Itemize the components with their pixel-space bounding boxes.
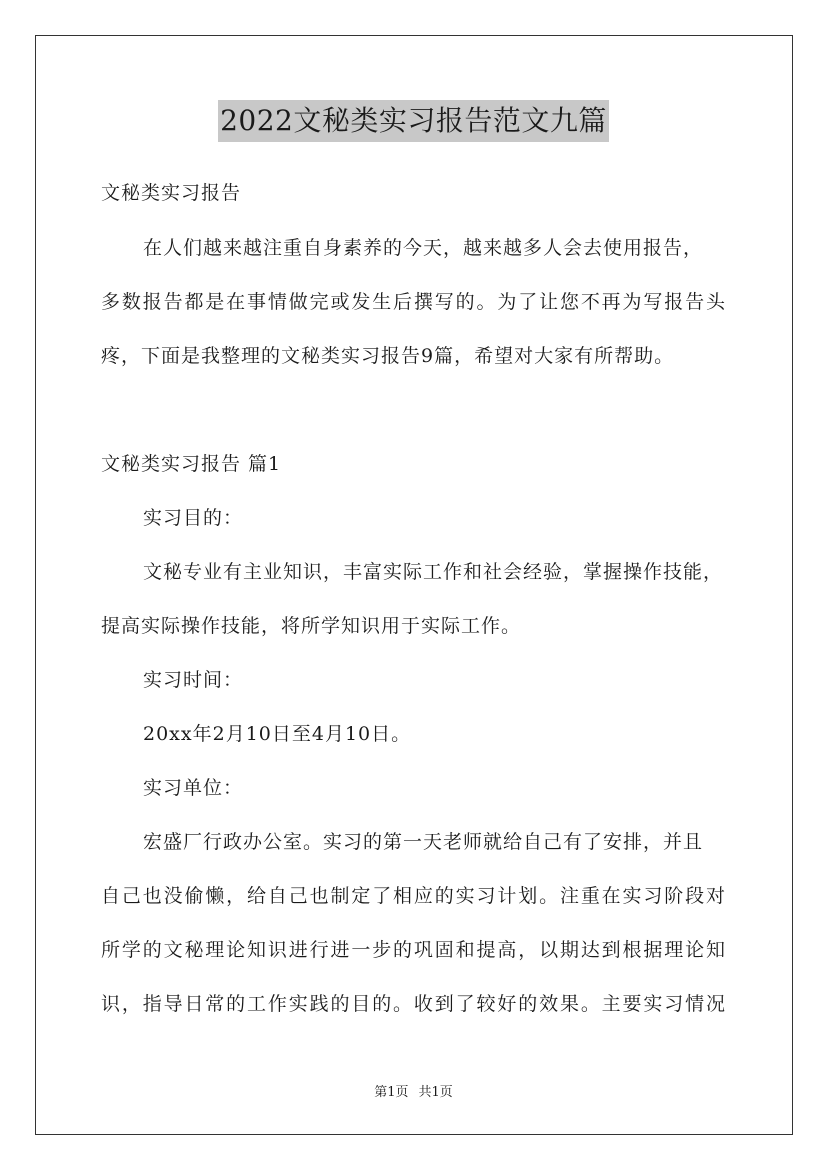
page-total: 共1页 [418,1085,453,1100]
title-container [0,100,827,142]
paragraph-line: 文秘专业有主业知识，丰富实际工作和社会经验，掌握操作技能， [143,561,724,583]
section-heading: 文秘类实习报告 [101,182,242,204]
document-title: 2022文秘类实习报告范文九篇 [218,100,609,142]
paragraph-line: 实习单位： [143,777,244,799]
paragraph-line: 实习目的： [143,507,244,529]
paragraph-line: 疼，下面是我整理的文秘类实习报告9篇，希望对大家有所帮助。 [101,345,675,367]
paragraph-line: 提高实际操作技能，将所学知识用于实际工作。 [101,615,522,637]
paragraph-line: 多数报告都是在事情做完或发生后撰写的。为了让您不再为写报告头 [101,291,725,313]
paragraph-line: 所学的文秘理论知识进行进一步的巩固和提高，以期达到根据理论知 [101,939,725,961]
paragraph-line: 实习时间： [143,669,244,691]
paragraph-line: 20xx年2月10日至4月10日。 [143,723,412,745]
paragraph-line: 在人们越来越注重自身素养的今天，越来越多人会去使用报告， [143,237,704,259]
page-footer [0,1084,827,1102]
paragraph-line: 宏盛厂行政办公室。实习的第一天老师就给自己有了安排，并且 [143,831,704,853]
section-heading: 文秘类实习报告 篇1 [101,453,282,475]
page-number: 第1页 [374,1085,409,1100]
paragraph-line: 识，指导日常的工作实践的目的。收到了较好的效果。主要实习情况 [101,993,725,1015]
paragraph-line: 自己也没偷懒，给自己也制定了相应的实习计划。注重在实习阶段对 [101,885,725,907]
